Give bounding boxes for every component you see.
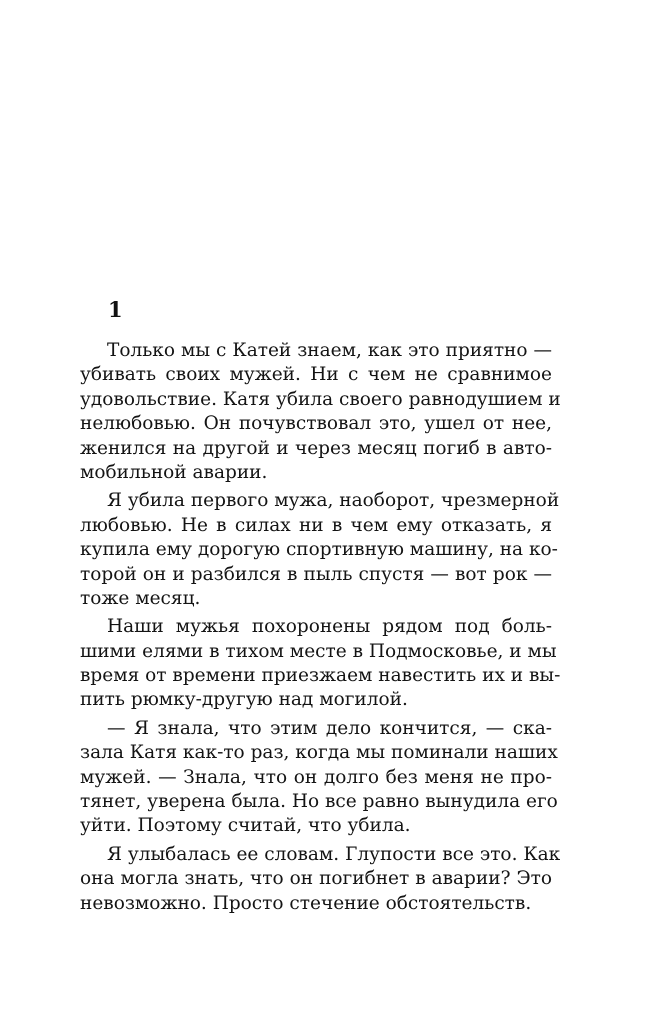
text-line: мужей. — Знала, что он долго без меня не про- bbox=[80, 766, 552, 788]
text-line: убивать своих мужей. Ни с чем не сравнимое bbox=[80, 364, 552, 386]
paragraph-5 bbox=[80, 843, 561, 916]
text-line: женился на другой и через месяц погиб в авто- bbox=[80, 437, 552, 459]
text-line: — Я знала, что этим дело кончится, — ска- bbox=[107, 717, 552, 739]
text-line: шими елями в тихом месте в Подмосковье, и мы bbox=[80, 640, 557, 662]
text-line: время от времени приезжаем навестить их и вы- bbox=[80, 665, 561, 687]
text-line: невозможно. Просто стечение обстоятельств. bbox=[80, 892, 532, 914]
paragraph-3 bbox=[80, 615, 561, 713]
chapter-number: 1 bbox=[108, 297, 123, 322]
text-line: пить рюмку-другую над могилой. bbox=[80, 689, 408, 711]
text-line: купила ему дорогую спортивную машину, на ко- bbox=[80, 539, 558, 561]
text-line: Наши мужья похоронены рядом под боль- bbox=[107, 616, 552, 638]
text-line: Только мы с Катей знаем, как это приятно — bbox=[107, 340, 552, 361]
text-line: торой он и разбился в пыль спустя — вот рок — bbox=[80, 563, 552, 585]
paragraph-1 bbox=[80, 339, 561, 485]
text-line: мобильной аварии. bbox=[80, 461, 268, 483]
body-text bbox=[80, 339, 561, 916]
paragraph-2 bbox=[80, 489, 560, 611]
text-line: она могла знать, что он погибнет в аварии? Это bbox=[80, 868, 552, 890]
text-line: Я улыбалась ее словам. Глупости все это. Как bbox=[107, 843, 561, 865]
text-line: удовольствие. Катя убила своего равнодушием и bbox=[80, 388, 561, 410]
text-line: тоже месяц. bbox=[80, 587, 201, 609]
text-line: любовью. Не в силах ни в чем ему отказать, я bbox=[80, 514, 552, 536]
text-line: тянет, уверена была. Но все равно вынудила его bbox=[80, 791, 558, 813]
text-line: зала Катя как-то раз, когда мы поминали наших bbox=[80, 742, 558, 764]
text-line: уйти. Поэтому считай, что убила. bbox=[80, 815, 411, 837]
paragraph-4 bbox=[80, 717, 558, 839]
text-line: нелюбовью. Он почувствовал это, ушел от нее, bbox=[80, 413, 552, 435]
text-line: Я убила первого мужа, наоборот, чрезмерной bbox=[107, 490, 560, 512]
